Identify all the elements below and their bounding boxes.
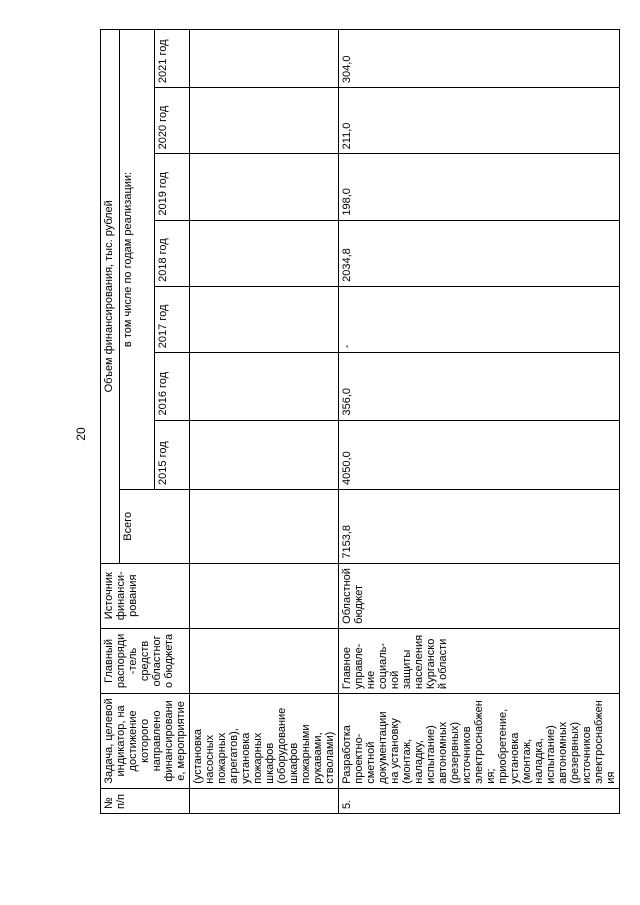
row-source: Областной бюджет xyxy=(339,563,620,628)
row-total xyxy=(190,489,339,563)
header-year: 2016 год xyxy=(155,353,190,420)
row-value xyxy=(190,286,339,352)
table-row xyxy=(339,30,620,814)
header-year: 2021 год xyxy=(155,30,190,88)
row-task: (установка насосных пожарных агрегатов), установка пожарных шкафов (оборудование шкафов пожарными рукавами, стволами) xyxy=(190,694,339,789)
row-value: 211,0 xyxy=(339,88,620,154)
rotated-table-wrapper xyxy=(100,29,617,814)
row-value: 4050,0 xyxy=(339,420,620,489)
row-task: Разработка проектно-сметной документации на установку (монтаж, наладку, испытание) автономных (резервных) источников электроснабжения; приобретение, установка (монтаж, наладка, испытание) автономных (резервных) источников электроснабжения xyxy=(339,694,620,789)
header-source: Источник финанси-рования xyxy=(101,563,190,628)
table-row xyxy=(190,30,339,814)
row-value: 356,0 xyxy=(339,353,620,420)
header-year: 2015 год xyxy=(155,420,190,489)
header-year: 2017 год xyxy=(155,286,190,352)
header-year: 2019 год xyxy=(155,154,190,220)
header-row-1 xyxy=(101,30,120,814)
header-task: Задача, целевой индикатор, на достижение которого направлено финансирование, мероприятие xyxy=(101,694,190,789)
row-total: 7153,8 xyxy=(339,489,620,563)
header-num: № п/п xyxy=(101,788,190,813)
row-num: 5. xyxy=(339,788,620,813)
header-funding: Объем финансирования, тыс. рублей xyxy=(101,30,120,564)
row-source xyxy=(190,563,339,628)
page-number: 20 xyxy=(74,427,88,441)
header-total: Всего xyxy=(120,489,190,563)
row-manager: Главное управле-ние социаль-ной защиты населения Курганской области xyxy=(339,628,620,693)
row-num xyxy=(190,788,339,813)
row-value xyxy=(190,154,339,220)
header-year: 2020 год xyxy=(155,88,190,154)
funding-table xyxy=(100,29,620,814)
row-value xyxy=(190,30,339,88)
row-value: 304,0 xyxy=(339,30,620,88)
header-manager: Главный распоряди-тель средств областного бюджета xyxy=(101,628,190,693)
header-year: 2018 год xyxy=(155,220,190,286)
row-value: 198,0 xyxy=(339,154,620,220)
row-value: - xyxy=(339,286,620,352)
header-by-year: в том числе по годам реализации: xyxy=(120,30,155,490)
row-manager xyxy=(190,628,339,693)
row-value xyxy=(190,353,339,420)
row-value xyxy=(190,88,339,154)
row-value: 2034,8 xyxy=(339,220,620,286)
row-value xyxy=(190,220,339,286)
row-value xyxy=(190,420,339,489)
